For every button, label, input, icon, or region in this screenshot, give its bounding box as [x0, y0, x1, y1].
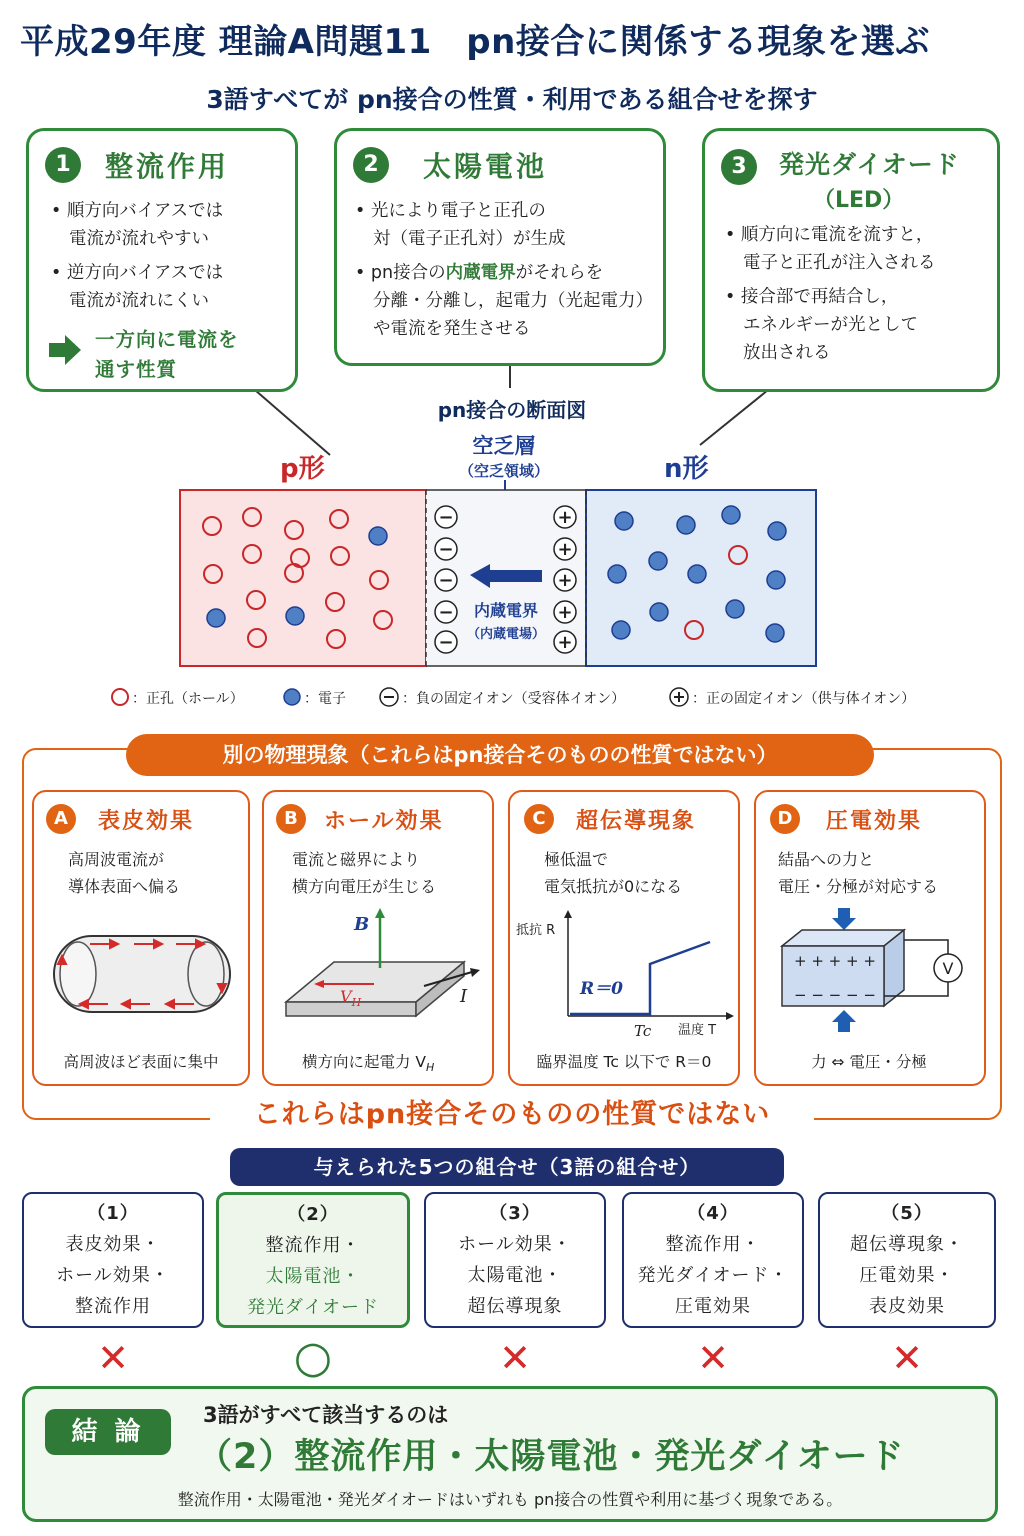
card-3-subtitle: （LED）: [813, 188, 905, 213]
choice-2-label: （2）: [287, 1204, 339, 1225]
other-phenomena-banner: 別の物理現象（これらはpn接合そのものの性質ではない）: [126, 734, 874, 776]
plus-sign: +: [557, 570, 573, 591]
choice-5: （5） 超伝導現象・ 圧電効果・ 表皮効果: [818, 1192, 996, 1328]
card-1-number: 1: [45, 147, 81, 183]
phenomenon-piezoelectric: [754, 790, 986, 1086]
svg-text:温度 T: 温度 T: [678, 1023, 717, 1038]
choice-1-label: （1）: [87, 1203, 139, 1224]
phenomenon-b-badge: B: [276, 804, 306, 834]
electron: [726, 600, 744, 618]
phenomenon-a-caption: 高周波ほど表面に集中: [63, 1053, 219, 1071]
hall-effect-figure: [274, 902, 490, 1030]
choice-1: （1） 表皮効果・ ホール効果・ 整流作用: [22, 1192, 204, 1328]
page-title: 平成29年度 理論A問題11 pn接合に関係する現象を選ぶ: [20, 22, 930, 62]
skin-effect-figure: [46, 924, 242, 1024]
phenomenon-d-badge: D: [770, 804, 800, 834]
phenomenon-a-desc: 高周波電流が 導体表面へ偏る: [68, 850, 181, 896]
legend: ：正孔（ホール） ：電子 ：負の固定イオン（受容体イオン） ：正の固定イオン（供与体イオン）: [110, 686, 970, 708]
minus-sign: −: [438, 632, 454, 653]
svg-text:V: V: [942, 959, 954, 978]
phenomenon-c-desc: 極低温で 電気抵抗が0になる: [544, 850, 683, 896]
svg-text:B: B: [354, 914, 370, 935]
svg-text:Tc: Tc: [634, 1022, 652, 1040]
phenomenon-b-desc: 電流と磁界により 横方向電圧が生じる: [292, 850, 437, 896]
card-2-title: 太陽電池: [423, 150, 548, 183]
choice-3: （3） ホール効果・ 太陽電池・ 超伝導現象: [424, 1192, 606, 1328]
choice-4-label: （4）: [687, 1203, 739, 1224]
phenomenon-skin-effect: [32, 790, 250, 1086]
depletion-label: 空乏層: [472, 434, 536, 458]
phenomenon-c-title: 超伝導現象: [576, 809, 697, 834]
minus-sign: −: [438, 570, 454, 591]
minus-sign: −: [438, 602, 454, 623]
field-sub-label: （内蔵電場）: [466, 627, 546, 642]
cross-mark-icon: ✕: [891, 1336, 923, 1380]
p-type-label: p形: [280, 454, 325, 484]
electron: [677, 516, 695, 534]
card-1-bullets: • 順方向バイアスでは 電流が流れやすい • 逆方向バイアスでは 電流が流れにくい: [51, 201, 224, 311]
hole-icon: [110, 687, 130, 707]
pn-cross-section: [0, 478, 1024, 678]
p-region: [180, 490, 426, 666]
svg-text:R＝0: R＝0: [580, 979, 623, 999]
n-type-label: n形: [664, 454, 709, 484]
depletion-sub-label: （空乏領域）: [458, 462, 549, 480]
choices-banner: 与えられた5つの組合せ（3語の組合せ）: [230, 1148, 784, 1186]
plus-sign: +: [557, 539, 573, 560]
electron-icon: [282, 687, 302, 707]
circle-mark-icon: ○: [293, 1332, 333, 1383]
choice-5-label: （5）: [881, 1203, 933, 1224]
cross-section-title: pn接合の断面図: [437, 398, 587, 422]
plus-sign: +: [557, 632, 573, 653]
phenomenon-superconductivity: [508, 790, 740, 1086]
force-down-arrow-icon: [832, 908, 856, 930]
choice-2: （2） 整流作用・ 太陽電池・ 発光ダイオード: [216, 1192, 410, 1328]
phenomenon-d-desc: 結晶への力と 電圧・分極が対応する: [778, 850, 939, 896]
field-label: 内蔵電界: [473, 601, 539, 620]
svg-text:− − − − −: − − − − −: [794, 986, 876, 1004]
svg-text:I: I: [460, 986, 468, 1007]
electron: [615, 512, 633, 530]
conclusion-answer: （2）整流作用・太陽電池・発光ダイオード: [197, 1437, 905, 1477]
positive-ion-icon: [668, 686, 690, 708]
choice-4: （4） 整流作用・ 発光ダイオード・ 圧電効果: [622, 1192, 804, 1328]
electron: [722, 506, 740, 524]
cross-mark-icon: ✕: [97, 1336, 129, 1380]
phenomenon-d-title: 圧電効果: [826, 809, 923, 834]
card-1-title: 整流作用: [105, 150, 230, 183]
card-2-bullets: • 光により電子と正孔の 対（電子正孔対）が生成 • pn接合の内蔵電界がそれらを 分離・分離し，起電力（光起電力） や電流を発生させる: [355, 201, 653, 339]
card-solar-cell: [334, 128, 666, 366]
cross-mark-icon: ✕: [697, 1336, 729, 1380]
card-2-number: 2: [353, 147, 389, 183]
svg-text:VH: $V_H$: [340, 987, 362, 1009]
phenomenon-c-caption: 臨界温度 Tc 以下で R＝0: [536, 1053, 712, 1071]
page-subtitle: 3語すべてが pn接合の性質・利用である組合せを探す: [206, 85, 818, 114]
piezoelectric-figure: [764, 904, 984, 1034]
conclusion-badge: 結 論: [45, 1409, 171, 1455]
card-3-title: 発光ダイオード: [779, 150, 960, 179]
choice-3-label: （3）: [489, 1203, 541, 1224]
superconductivity-graph: [516, 908, 738, 1042]
phenomenon-b-caption: 横方向に起電力 $V_H$: [302, 1053, 435, 1075]
phenomenon-hall-effect: [262, 790, 494, 1086]
phenomenon-a-title: 表皮効果: [98, 809, 195, 834]
plus-sign: +: [557, 507, 573, 528]
minus-sign: −: [438, 507, 454, 528]
conclusion-box: [22, 1386, 998, 1522]
card-led: [702, 128, 1000, 392]
card-3-number: 3: [721, 149, 757, 185]
electron: [649, 552, 667, 570]
electron: [369, 527, 387, 545]
conclusion-note: 整流作用・太陽電池・発光ダイオードはいずれも pn接合の性質や利用に基づく現象である。: [177, 1490, 843, 1509]
force-up-arrow-icon: [832, 1010, 856, 1032]
cross-mark-icon: ✕: [499, 1336, 531, 1380]
phenomenon-c-badge: C: [524, 804, 554, 834]
right-arrow-icon: [47, 333, 83, 367]
negative-ion-icon: [378, 686, 400, 708]
minus-sign: −: [438, 539, 454, 560]
electron: [286, 607, 304, 625]
card-3-bullets: • 順方向に電流を流すと， 電子と正孔が注入される • 接合部で再結合し， エネルギーが光として 放出される: [725, 225, 936, 363]
card-1-conclusion: 一方向に電流を 通す性質: [95, 328, 239, 381]
plus-sign: +: [557, 602, 573, 623]
electron: [766, 624, 784, 642]
svg-text:+ + + + +: + + + + +: [794, 952, 876, 970]
card-rectification: [26, 128, 298, 392]
conclusion-lead: 3語がすべて該当するのは: [203, 1403, 449, 1427]
electron: [768, 522, 786, 540]
svg-text:抵抗 R: 抵抗 R: [516, 923, 556, 938]
phenomenon-d-caption: 力 ⇔ 電圧・分極: [811, 1053, 927, 1071]
electron: [612, 621, 630, 639]
electron: [650, 603, 668, 621]
electron: [608, 565, 626, 583]
electron: [767, 571, 785, 589]
phenomenon-a-badge: A: [46, 804, 76, 834]
phenomenon-b-title: ホール効果: [324, 809, 444, 834]
other-phenomena-footer: これらはpn接合そのものの性質ではない: [210, 1094, 814, 1136]
electron: [688, 565, 706, 583]
electron: [207, 609, 225, 627]
